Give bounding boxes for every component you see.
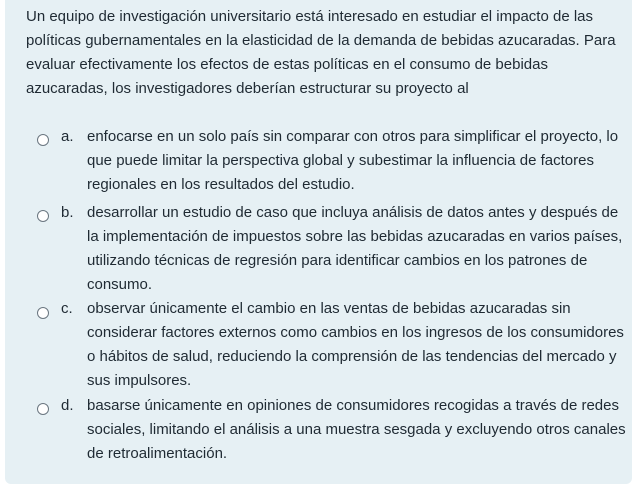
option-a-text: enfocarse en un solo país sin comparar con otros para simplificar el proyecto, lo que puede limitar la perspectiva global y subestimar la influencia de factores regionales en los resultados del estudio. [87, 128, 619, 193]
question-card [5, 0, 632, 484]
radio-option-d[interactable] [37, 403, 49, 415]
option-c-letter: c. [61, 300, 73, 317]
option-d-text: basarse únicamente en opiniones de consumidores recogidas a través de redes sociales, limitando el análisis a una muestra sesgada y excluyendo otros canales de retroalimentación. [87, 397, 626, 462]
option-b-text: desarrollar un estudio de caso que incluya análisis de datos antes y después de la implementación de impuestos sobre las bebidas azucaradas en varios países, utilizando técnicas de regresión para identificar cambios en los patrones de consumo. [87, 204, 623, 293]
radio-option-b[interactable] [37, 210, 49, 222]
option-c-text: observar únicamente el cambio en las ventas de bebidas azucaradas sin considerar factores externos como cambios en los ingresos de los consumidores o hábitos de salud, reduciendo la comprensión de las tendencias del mercado y sus impulsores. [87, 300, 624, 389]
radio-option-a[interactable] [37, 134, 49, 146]
option-d-letter: d. [61, 397, 74, 414]
radio-option-c[interactable] [37, 307, 49, 319]
option-a-letter: a. [61, 128, 74, 145]
option-b-letter: b. [61, 204, 74, 221]
question-text: Un equipo de investigación universitario está interesado en estudiar el impacto de las políticas gubernamentales en la elasticidad de la demanda de bebidas azucaradas. Para evaluar efectivamente los efectos de estas políticas en el consumo de bebidas azucaradas, los investigadores deberían estructurar su proyecto al [26, 8, 616, 97]
